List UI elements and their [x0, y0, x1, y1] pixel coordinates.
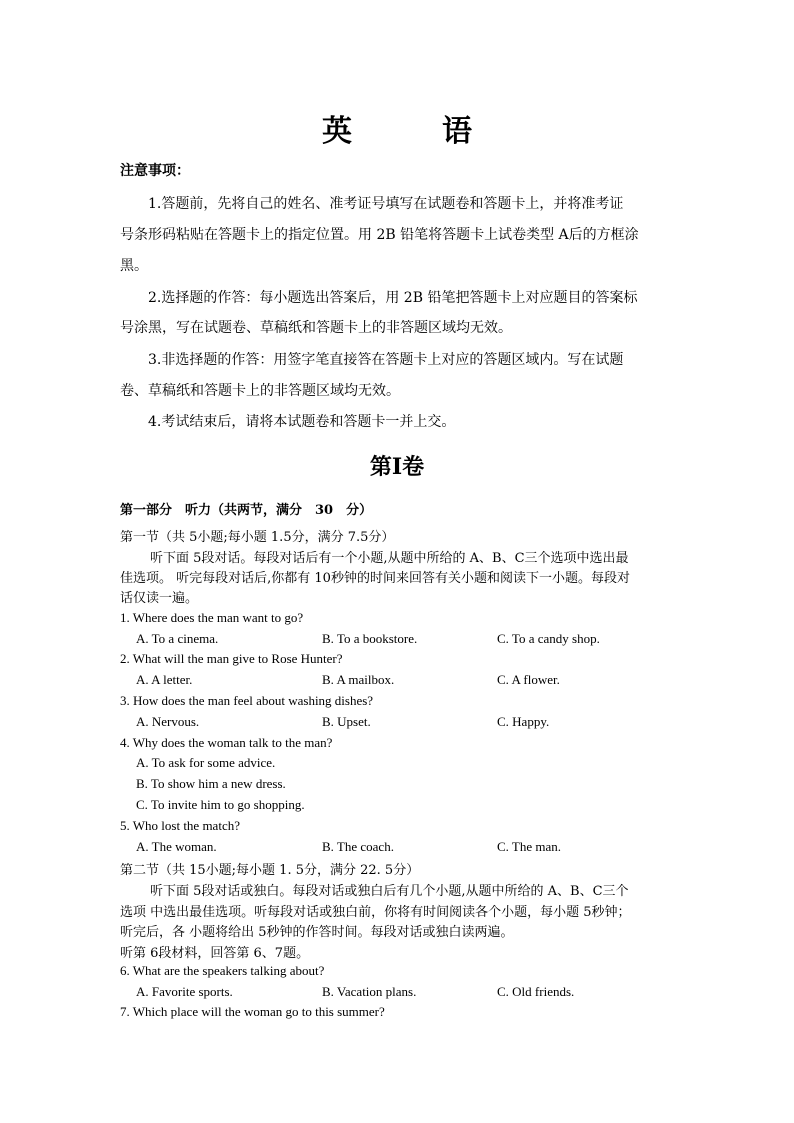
option-a: A. To a cinema. — [136, 631, 219, 646]
page-title: 英 语 — [322, 114, 502, 149]
option-b: B. To a bookstore. — [322, 631, 418, 646]
question-text: 2. What will the man give to Rose Hunter? — [120, 651, 343, 666]
option-c: C. Happy. — [497, 714, 550, 729]
question-text: 4. Why does the woman talk to the man? — [120, 735, 333, 750]
notice-heading: 注意事项： — [120, 163, 190, 179]
section1-instruction: 话仅读一遍。 — [120, 591, 199, 606]
option-b: B. The coach. — [322, 839, 394, 854]
option-c: C. To invite him to go shopping. — [136, 797, 305, 812]
option-c: C. Old friends. — [497, 984, 575, 999]
section1-instruction: 佳选项。 听完每段对话后,你都有 10秒钟的时间来回答有关小题和阅读下一小题。每段对 — [120, 571, 630, 586]
question-text: 1. Where does the man want to go? — [120, 610, 304, 625]
part1-heading: 第一部分 听力（共两节，满分 30 分） — [120, 503, 373, 518]
section2-heading: 第二节（共 15小题;每小题 1. 5分，满分 22. 5分） — [120, 863, 420, 878]
part-title: 第Ⅰ卷 — [369, 454, 425, 480]
option-a: A. To ask for some advice. — [136, 755, 276, 770]
option-a: A. A letter. — [136, 672, 193, 687]
option-c: C. The man. — [497, 839, 562, 854]
question-text: 3. How does the man feel about washing dishes? — [120, 693, 374, 708]
option-b: B. Upset. — [322, 714, 371, 729]
notice-line: 卷、草稿纸和答题卡上的非答题区域均无效。 — [120, 383, 400, 399]
material-note: 听第 6段材料，回答第 6、7题。 — [120, 946, 310, 961]
notice-line: 4.考试结束后，请将本试题卷和答题卡一并上交。 — [148, 414, 456, 430]
section2-instruction: 听下面 5段对话或独白。每段对话或独白后有几个小题,从题中所给的 A、B、C三个 — [150, 884, 629, 899]
option-a: A. The woman. — [136, 839, 217, 854]
option-b: B. Vacation plans. — [322, 984, 417, 999]
option-a: A. Nervous. — [136, 714, 200, 729]
notice-line: 黑。 — [120, 258, 148, 274]
notice-line: 号涂黑，写在试题卷、草稿纸和答题卡上的非答题区域均无效。 — [120, 320, 512, 336]
option-a: A. Favorite sports. — [136, 984, 233, 999]
section2-instruction: 选项 中选出最佳选项。听每段对话或独白前，你将有时间阅读各个小题，每小题 5秒钟； — [120, 905, 631, 920]
section1-heading: 第一节（共 5小题;每小题 1.5分，满分 7.5分） — [120, 530, 395, 545]
section2-instruction: 听完后，各 小题将给出 5秒钟的作答时间。每段对话或独白读两遍。 — [120, 925, 514, 940]
section1-instruction: 听下面 5段对话。每段对话后有一个小题,从题中所给的 A、B、C三个选项中选出最 — [150, 551, 629, 566]
notice-line: 3.非选择题的作答：用签字笔直接答在答题卡上对应的答题区域内。写在试题 — [148, 352, 624, 368]
question-text: 5. Who lost the match? — [120, 818, 240, 833]
question-text: 7. Which place will the woman go to this summer? — [120, 1004, 385, 1019]
notice-line: 号条形码粘贴在答题卡上的指定位置。用 2B 铅笔将答题卡上试卷类型 A后的方框涂 — [120, 227, 639, 243]
notice-line: 2.选择题的作答：每小题选出答案后，用 2B 铅笔把答题卡上对应题目的答案标 — [148, 290, 638, 306]
option-b: B. A mailbox. — [322, 672, 395, 687]
question-text: 6. What are the speakers talking about? — [120, 963, 325, 978]
option-b: B. To show him a new dress. — [136, 776, 286, 791]
notice-line: 1.答题前，先将自己的姓名、准考证号填写在试题卷和答题卡上，并将准考证 — [148, 196, 624, 212]
option-c: C. A flower. — [497, 672, 560, 687]
option-c: C. To a candy shop. — [497, 631, 600, 646]
